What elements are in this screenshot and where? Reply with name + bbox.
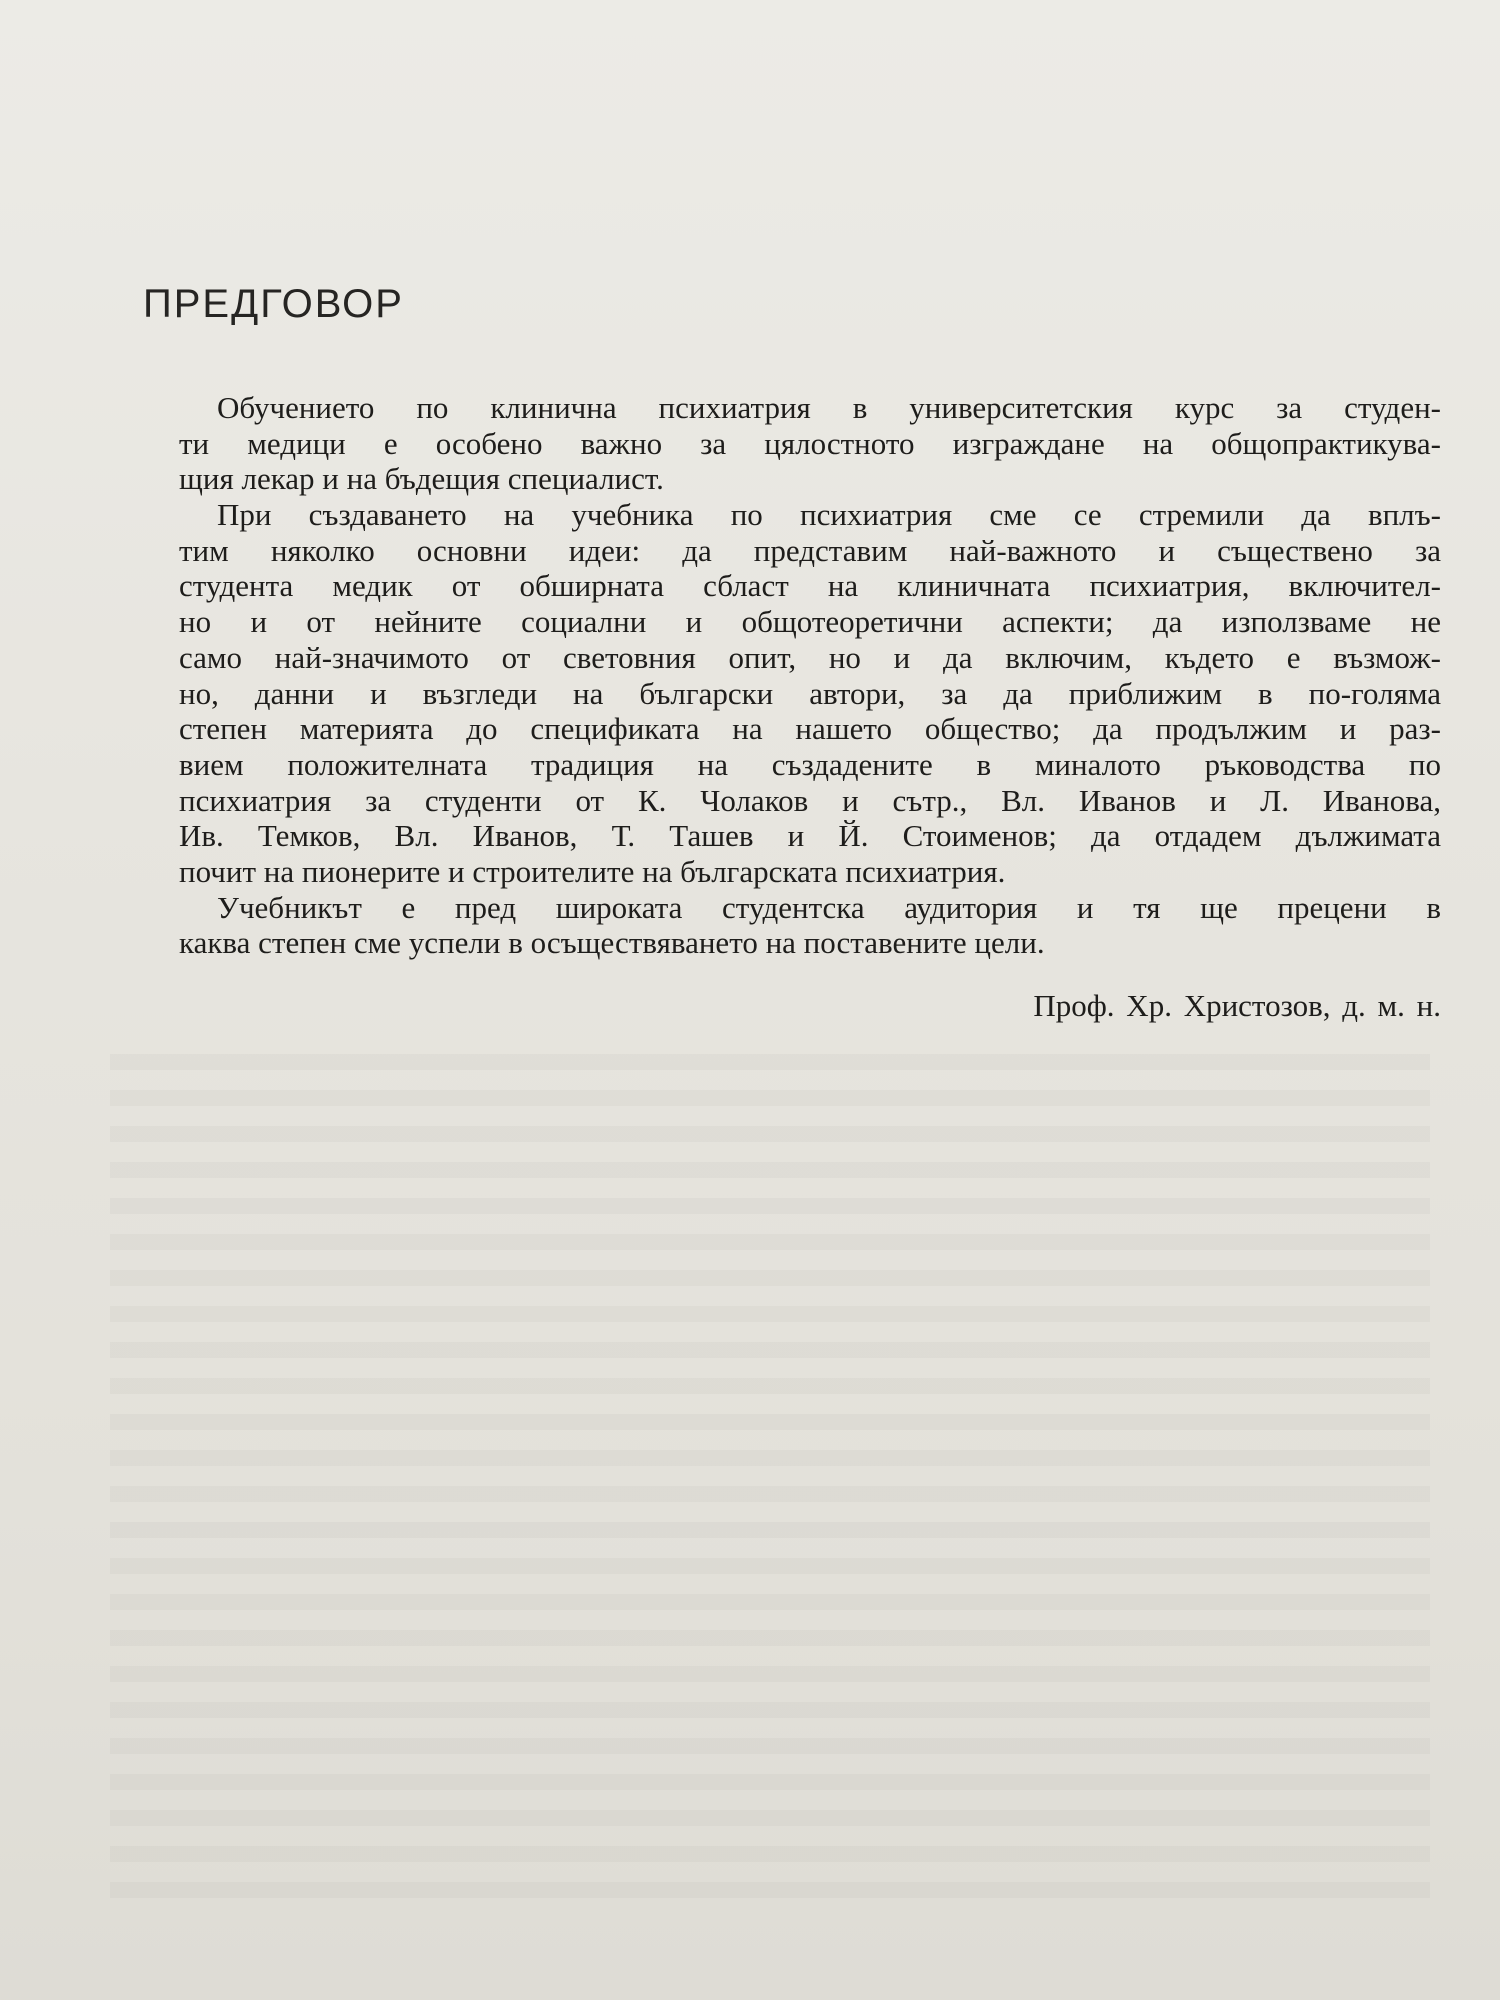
bleed-through-texture — [110, 1040, 1430, 1900]
text-line: психиатрия за студенти от К. Чолаков и сътр., Вл. Иванов и Л. Иванова, — [179, 782, 1441, 818]
text-line: но, данни и възгледи на български автори, за да приближим в по-голяма — [179, 675, 1441, 711]
text-line: почит на пионерите и строителите на българската психиатрия. — [179, 853, 1006, 889]
text-line: Обучението по клинична психиатрия в университетския курс за студен- — [217, 390, 1441, 425]
author-signature: Проф. Хр. Христозов, д. м. н. — [1033, 988, 1441, 1023]
text-line: само най-значимото от световния опит, но и да включим, където е възмож- — [179, 639, 1441, 675]
text-line: Ив. Темков, Вл. Иванов, Т. Ташев и Й. Стоименов; да отдадем дължимата — [179, 818, 1441, 854]
text-line: каква степен сме успели в осъществяването на поставените цели. — [179, 925, 1045, 961]
text-line: вием положителната традиция на създадените в миналото ръководства по — [179, 746, 1441, 782]
text-line: степен материята до спецификата на нашето общество; да продължим и раз- — [179, 711, 1441, 747]
text-line: При създаването на учебника по психиатрия сме се стремили да вплъ- — [217, 497, 1441, 533]
text-line: ти медици е особено важно за цялостното изграждане на общопрактикува- — [179, 425, 1441, 461]
text-line: щия лекар и на бъдещия специалист. — [179, 461, 664, 497]
page-title: ПРЕДГОВОР — [143, 282, 404, 326]
text-line: тим няколко основни идеи: да представим най-важното и съществено за — [179, 532, 1441, 568]
text-line: но и от нейните социални и общотеоретични аспекти; да използваме не — [179, 604, 1441, 640]
text-line: Учебникът е пред широката студентска аудитория и тя ще прецени в — [217, 889, 1441, 925]
preface-body — [179, 390, 1441, 961]
text-line: студента медик от обширната сбласт на клиничната психиатрия, включител- — [179, 568, 1441, 604]
